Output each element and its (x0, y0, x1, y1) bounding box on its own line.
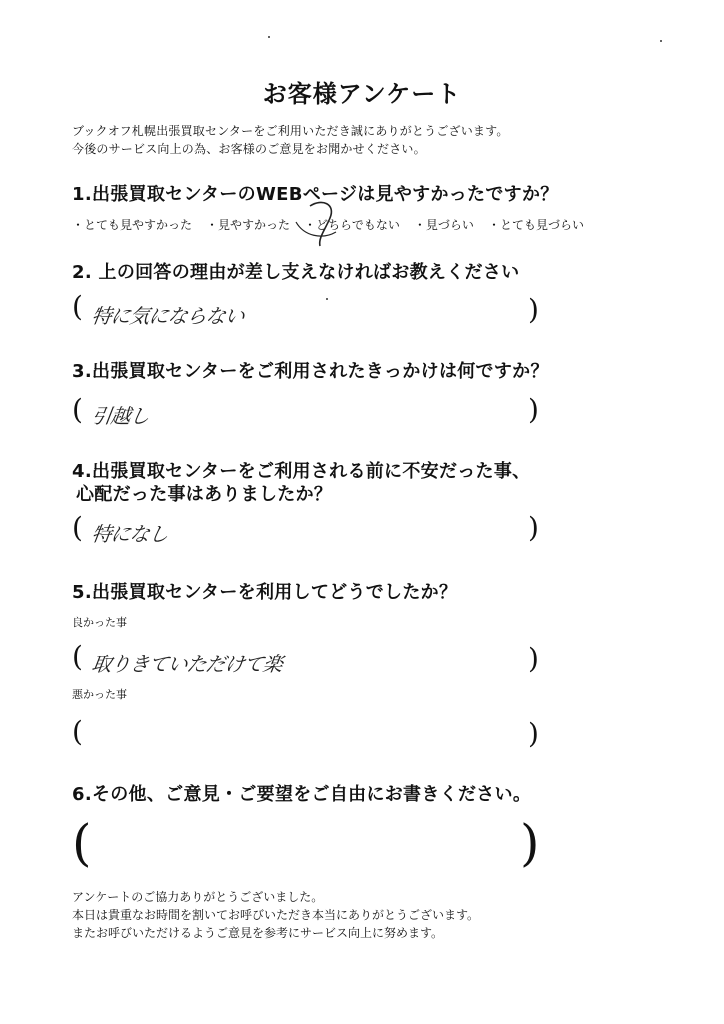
footer-line-1: アンケートのご協力ありがとうございました。 (72, 890, 324, 904)
q3-open-paren: ( (72, 393, 83, 426)
q6-close-paren: ) (520, 814, 540, 872)
q1-option-neutral[interactable]: ・どちらでもない (304, 218, 400, 232)
q4-answer[interactable]: 特になし (90, 522, 170, 546)
question-2: 2. 上の回答の理由が差し支えなければお教えください (72, 262, 520, 283)
footer-line-2: 本日は貴重なお時間を割いてお呼びいただき本当にありがとうございます。 (72, 908, 480, 922)
q1-option-easy[interactable]: ・見やすかった (206, 218, 291, 232)
survey-title: お客様アンケート (262, 80, 462, 108)
q1-option-hard[interactable]: ・見づらい (413, 218, 474, 232)
intro-line-1: ブックオフ札幌出張買取センターをご利用いただき誠にありがとうございます。 (72, 124, 509, 138)
question-3: 3.出張買取センターをご利用されたきっかけは何ですか？ (72, 361, 549, 382)
scan-speck (660, 40, 662, 42)
q5-bad-close-paren: ) (528, 717, 539, 750)
question-6: 6.その他、ご意見・ご要望をご自由にお書きください。 (72, 784, 532, 805)
question-4-line-1: 4.出張買取センターをご利用される前に不安だった事、 (72, 461, 531, 482)
q3-answer[interactable]: 引越し (90, 404, 151, 428)
q1-option-very-hard[interactable]: ・とても見づらい (487, 218, 584, 232)
q2-answer[interactable]: 特に気にならない (90, 304, 246, 328)
q5-good-open-paren: ( (72, 640, 83, 673)
q5-bad-label: 悪かった事 (72, 688, 127, 701)
q5-good-label: 良かった事 (72, 616, 127, 629)
intro-line-2: 今後のサービス向上の為、お客様のご意見をお聞かせください。 (72, 142, 426, 156)
q5-bad-open-paren: ( (72, 715, 83, 748)
q4-open-paren: ( (72, 511, 83, 544)
q1-options (72, 216, 584, 233)
scan-speck (268, 36, 270, 38)
question-4-line-2: 心配だった事はありましたか？ (76, 484, 333, 505)
q6-open-paren: ( (72, 814, 92, 872)
question-1: 1.出張買取センターのWEBページは見やすかったですか？ (72, 184, 559, 205)
q1-option-very-easy[interactable]: ・とても見やすかった (72, 218, 193, 232)
q4-close-paren: ) (528, 511, 539, 544)
q5-good-answer[interactable]: 取りきていただけて楽 (90, 652, 284, 676)
footer-line-3: またお呼びいただけるようご意見を参考にサービス向上に努めます。 (72, 926, 444, 940)
q2-close-paren: ) (528, 293, 539, 326)
q2-open-paren: ( (72, 290, 83, 323)
q3-close-paren: ) (528, 393, 539, 426)
scan-speck (326, 298, 328, 300)
question-5: 5.出張買取センターを利用してどうでしたか？ (72, 582, 458, 603)
q5-good-close-paren: ) (528, 642, 539, 675)
